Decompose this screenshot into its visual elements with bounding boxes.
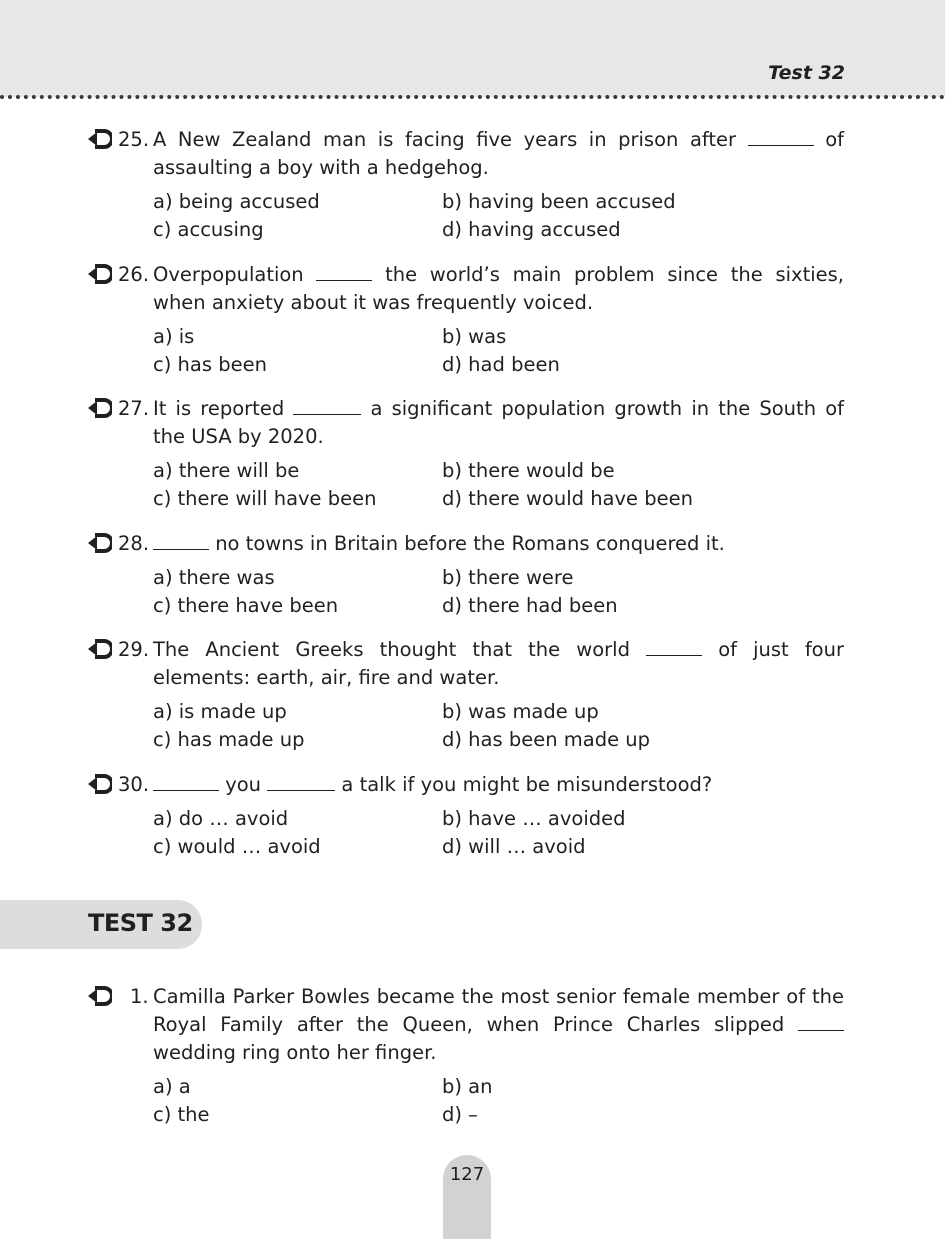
option-a: a) is bbox=[153, 325, 195, 348]
option-c: c) would … avoid bbox=[153, 835, 321, 858]
answer-blank bbox=[748, 129, 814, 146]
right-arrow-icon bbox=[88, 398, 112, 418]
answer-options bbox=[153, 188, 848, 244]
answer-options bbox=[153, 698, 848, 754]
header-dotted-divider bbox=[0, 95, 945, 99]
answer-blank bbox=[267, 774, 335, 791]
answer-blank bbox=[293, 398, 361, 415]
question-text: no towns in Britain before the Romans conquered it. bbox=[153, 530, 844, 558]
section-title: TEST 32 bbox=[88, 909, 193, 937]
option-d: d) – bbox=[442, 1103, 478, 1126]
header-band bbox=[0, 0, 945, 97]
question-29 bbox=[88, 636, 848, 754]
answer-blank bbox=[646, 639, 702, 656]
option-d: d) has been made up bbox=[442, 728, 651, 751]
right-arrow-icon bbox=[88, 774, 112, 794]
option-c: c) has been bbox=[153, 353, 267, 376]
question-number: 26. bbox=[118, 263, 150, 286]
answer-options bbox=[153, 805, 848, 861]
option-a: a) there will be bbox=[153, 459, 300, 482]
option-d: d) having accused bbox=[442, 218, 621, 241]
option-d: d) there would have been bbox=[442, 487, 693, 510]
answer-blank bbox=[153, 774, 219, 791]
right-arrow-icon bbox=[88, 129, 112, 149]
question-text: you a talk if you might be misunderstood? bbox=[153, 771, 844, 799]
answer-blank bbox=[153, 533, 209, 550]
question-1 bbox=[88, 983, 848, 1129]
right-arrow-icon bbox=[88, 264, 112, 284]
option-b: b) there would be bbox=[442, 459, 615, 482]
option-a: a) a bbox=[153, 1075, 191, 1098]
question-number: 29. bbox=[118, 638, 150, 661]
option-b: b) was made up bbox=[442, 700, 599, 723]
option-a: a) do … avoid bbox=[153, 807, 289, 830]
right-arrow-icon bbox=[88, 533, 112, 553]
question-number: 27. bbox=[118, 397, 150, 420]
option-c: c) the bbox=[153, 1103, 210, 1126]
option-d: d) there had been bbox=[442, 594, 618, 617]
question-25 bbox=[88, 126, 848, 244]
option-a: a) is made up bbox=[153, 700, 287, 723]
question-number: 25. bbox=[118, 128, 150, 151]
section-tab bbox=[0, 900, 202, 949]
option-d: d) had been bbox=[442, 353, 560, 376]
option-c: c) has made up bbox=[153, 728, 305, 751]
answer-blank bbox=[798, 1014, 844, 1031]
option-a: a) being accused bbox=[153, 190, 320, 213]
answer-options bbox=[153, 1073, 848, 1129]
option-b: b) an bbox=[442, 1075, 493, 1098]
right-arrow-icon bbox=[88, 639, 112, 659]
option-c: c) there will have been bbox=[153, 487, 377, 510]
option-b: b) having been accused bbox=[442, 190, 676, 213]
question-text: Camilla Parker Bowles became the most senior female member of the Royal Family after the Queen, when Prince Charles slipped wedding ring onto her finger. bbox=[153, 985, 844, 1064]
right-arrow-icon bbox=[88, 986, 112, 1006]
question-number: 1. bbox=[130, 985, 149, 1008]
header-title: Test 32 bbox=[768, 62, 845, 84]
question-text: The Ancient Greeks thought that the world of just four elements: earth, air, fire and water. bbox=[153, 638, 844, 689]
option-c: c) there have been bbox=[153, 594, 339, 617]
answer-options bbox=[153, 564, 848, 620]
question-26 bbox=[88, 261, 848, 379]
question-27 bbox=[88, 395, 848, 513]
option-b: b) have … avoided bbox=[442, 807, 626, 830]
question-number: 30. bbox=[118, 773, 150, 796]
question-text: Overpopulation the world’s main problem since the sixties, when anxiety about it was frequently voiced. bbox=[153, 263, 844, 314]
answer-options bbox=[153, 323, 848, 379]
option-c: c) accusing bbox=[153, 218, 264, 241]
option-b: b) was bbox=[442, 325, 507, 348]
option-b: b) there were bbox=[442, 566, 574, 589]
question-28 bbox=[88, 530, 848, 620]
option-a: a) there was bbox=[153, 566, 275, 589]
page-number: 127 bbox=[449, 1164, 485, 1185]
page-number-tab bbox=[443, 1155, 491, 1239]
option-d: d) will … avoid bbox=[442, 835, 586, 858]
question-text: It is reported a significant population growth in the South of the USA by 2020. bbox=[153, 397, 844, 448]
question-text: A New Zealand man is facing five years in prison after of assaulting a boy with a hedgehog. bbox=[153, 128, 844, 179]
answer-blank bbox=[316, 264, 372, 281]
question-number: 28. bbox=[118, 532, 150, 555]
answer-options bbox=[153, 457, 848, 513]
question-30 bbox=[88, 771, 848, 861]
